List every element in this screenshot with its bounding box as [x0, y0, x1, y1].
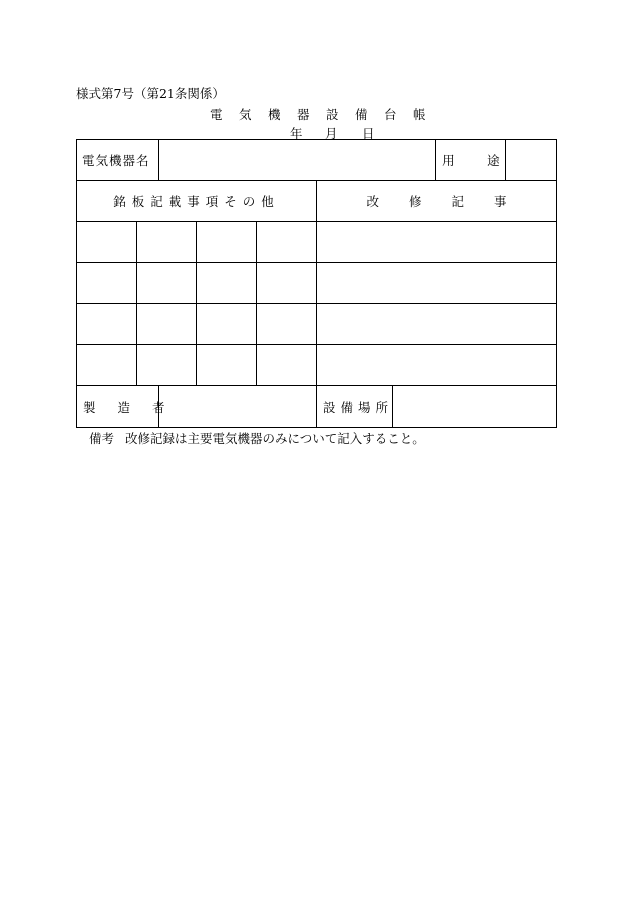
date-year-label: 年	[290, 126, 303, 141]
nameplate-cell[interactable]	[77, 304, 137, 345]
maker-location-row	[77, 386, 557, 428]
nameplate-cell[interactable]	[257, 345, 317, 386]
maker-label: 製造者	[77, 386, 159, 428]
nameplate-cell[interactable]	[77, 263, 137, 304]
nameplate-cell[interactable]	[197, 345, 257, 386]
equipment-name-label: 電気機器名	[77, 140, 159, 181]
nameplate-cell[interactable]	[197, 263, 257, 304]
table-row	[77, 304, 557, 345]
nameplate-header: 銘板記載事項その他	[77, 181, 317, 222]
use-label	[436, 140, 506, 181]
section-header-row	[77, 181, 557, 222]
document-title: 電気機器設備台帳	[210, 107, 443, 122]
form-number: 様式第7号（第21条関係）	[76, 86, 225, 101]
use-field[interactable]	[506, 140, 557, 181]
equipment-name-field[interactable]	[159, 140, 436, 181]
nameplate-cell[interactable]	[77, 222, 137, 263]
remarks-label: 備考	[89, 431, 115, 446]
nameplate-cell[interactable]	[77, 345, 137, 386]
nameplate-cell[interactable]	[137, 263, 197, 304]
date-day-label: 日	[362, 126, 375, 141]
remarks-note	[89, 429, 425, 447]
use-label-char-2: 途	[487, 153, 500, 168]
repair-record-cell[interactable]	[317, 304, 557, 345]
location-label: 設備場所	[317, 386, 393, 428]
repair-record-cell[interactable]	[317, 263, 557, 304]
nameplate-cell[interactable]	[197, 304, 257, 345]
repair-record-cell[interactable]	[317, 222, 557, 263]
nameplate-cell[interactable]	[137, 304, 197, 345]
equipment-name-row	[77, 140, 557, 181]
nameplate-cell[interactable]	[257, 304, 317, 345]
nameplate-cell[interactable]	[137, 345, 197, 386]
use-label-char-1: 用	[442, 153, 455, 168]
remarks-text: 改修記録は主要電気機器のみについて記入すること。	[125, 431, 425, 446]
equipment-ledger-table	[76, 139, 557, 428]
table-row	[77, 345, 557, 386]
date-month-label: 月	[325, 126, 338, 141]
location-field[interactable]	[393, 386, 557, 428]
table-row	[77, 222, 557, 263]
repair-record-cell[interactable]	[317, 345, 557, 386]
table-row	[77, 263, 557, 304]
nameplate-cell[interactable]	[137, 222, 197, 263]
repair-record-header: 改修記事	[317, 181, 557, 222]
nameplate-cell[interactable]	[197, 222, 257, 263]
nameplate-cell[interactable]	[257, 263, 317, 304]
nameplate-cell[interactable]	[257, 222, 317, 263]
